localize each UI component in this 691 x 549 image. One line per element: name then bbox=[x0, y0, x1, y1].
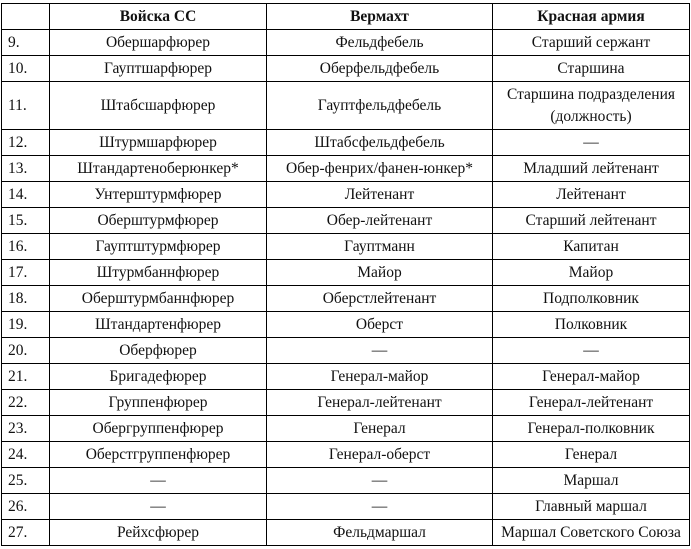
ss-rank: Оберштурмбаннфюрер bbox=[50, 286, 267, 312]
red-army-rank: — bbox=[493, 338, 690, 364]
red-army-rank: Старшина bbox=[493, 56, 690, 82]
table-row bbox=[2, 338, 690, 364]
table-row bbox=[2, 312, 690, 338]
rank-comparison-table bbox=[1, 3, 690, 546]
wehrmacht-rank: Штабсфельдфебель bbox=[267, 130, 493, 156]
rank-number: 21. bbox=[2, 364, 50, 390]
red-army-rank: Генерал-лейтенант bbox=[493, 390, 690, 416]
table-row bbox=[2, 234, 690, 260]
wehrmacht-rank: Генерал-майор bbox=[267, 364, 493, 390]
red-army-rank: Главный маршал bbox=[493, 494, 690, 520]
header-red-army: Красная армия bbox=[493, 4, 690, 30]
wehrmacht-rank: Гауптфельдфебель bbox=[267, 82, 493, 130]
wehrmacht-rank: Майор bbox=[267, 260, 493, 286]
ss-rank: Унтерштурмфюрер bbox=[50, 182, 267, 208]
rank-number: 10. bbox=[2, 56, 50, 82]
wehrmacht-rank: Генерал-оберст bbox=[267, 442, 493, 468]
wehrmacht-rank: Оберст bbox=[267, 312, 493, 338]
ss-rank: — bbox=[50, 494, 267, 520]
rank-number: 17. bbox=[2, 260, 50, 286]
wehrmacht-rank: — bbox=[267, 494, 493, 520]
ss-rank: — bbox=[50, 468, 267, 494]
ss-rank: Обергруппенфюрер bbox=[50, 416, 267, 442]
rank-number: 12. bbox=[2, 130, 50, 156]
table-row bbox=[2, 468, 690, 494]
rank-number: 25. bbox=[2, 468, 50, 494]
ss-rank: Штурмшарфюрер bbox=[50, 130, 267, 156]
rank-number: 19. bbox=[2, 312, 50, 338]
ss-rank: Гауптштурмфюрер bbox=[50, 234, 267, 260]
wehrmacht-rank: Оберфельдфебель bbox=[267, 56, 493, 82]
ss-rank: Гауптшарфюрер bbox=[50, 56, 267, 82]
rank-number: 23. bbox=[2, 416, 50, 442]
table-row bbox=[2, 286, 690, 312]
red-army-rank: Старший лейтенант bbox=[493, 208, 690, 234]
rank-number: 15. bbox=[2, 208, 50, 234]
table-row bbox=[2, 364, 690, 390]
rank-number: 27. bbox=[2, 520, 50, 546]
wehrmacht-rank: Обер-фенрих/фанен-юнкер* bbox=[267, 156, 493, 182]
rank-number: 13. bbox=[2, 156, 50, 182]
ss-rank: Оберштурмфюрер bbox=[50, 208, 267, 234]
ss-rank: Штурмбаннфюрер bbox=[50, 260, 267, 286]
table-header-row bbox=[2, 4, 690, 30]
wehrmacht-rank: — bbox=[267, 338, 493, 364]
rank-number: 18. bbox=[2, 286, 50, 312]
red-army-rank: Маршал Советского Союза bbox=[493, 520, 690, 546]
table-row bbox=[2, 156, 690, 182]
table-row bbox=[2, 390, 690, 416]
table-row bbox=[2, 182, 690, 208]
rank-number: 14. bbox=[2, 182, 50, 208]
wehrmacht-rank: Генерал bbox=[267, 416, 493, 442]
ss-rank: Штабсшарфюрер bbox=[50, 82, 267, 130]
wehrmacht-rank: Обер-лейтенант bbox=[267, 208, 493, 234]
table-row bbox=[2, 30, 690, 56]
red-army-rank: Генерал-майор bbox=[493, 364, 690, 390]
red-army-rank: Старшина подразделения (должность) bbox=[493, 82, 690, 130]
table-row bbox=[2, 82, 690, 130]
wehrmacht-rank: Гауптманн bbox=[267, 234, 493, 260]
wehrmacht-rank: Генерал-лейтенант bbox=[267, 390, 493, 416]
rank-number: 24. bbox=[2, 442, 50, 468]
wehrmacht-rank: Лейтенант bbox=[267, 182, 493, 208]
rank-number: 9. bbox=[2, 30, 50, 56]
ss-rank: Бригадефюрер bbox=[50, 364, 267, 390]
rank-number: 16. bbox=[2, 234, 50, 260]
table-row bbox=[2, 494, 690, 520]
red-army-rank: Подполковник bbox=[493, 286, 690, 312]
wehrmacht-rank: Оберстлейтенант bbox=[267, 286, 493, 312]
red-army-rank: Лейтенант bbox=[493, 182, 690, 208]
header-number bbox=[2, 4, 50, 30]
red-army-rank: — bbox=[493, 130, 690, 156]
rank-number: 11. bbox=[2, 82, 50, 130]
ss-rank: Оберстгруппенфюрер bbox=[50, 442, 267, 468]
red-army-rank: Маршал bbox=[493, 468, 690, 494]
wehrmacht-rank: Фельдфебель bbox=[267, 30, 493, 56]
red-army-rank: Старший сержант bbox=[493, 30, 690, 56]
red-army-rank: Генерал-полковник bbox=[493, 416, 690, 442]
red-army-rank: Генерал bbox=[493, 442, 690, 468]
table-row bbox=[2, 442, 690, 468]
table-row bbox=[2, 416, 690, 442]
ss-rank: Штандартеноберюнкер* bbox=[50, 156, 267, 182]
ss-rank: Обершарфюрер bbox=[50, 30, 267, 56]
header-ss: Войска СС bbox=[50, 4, 267, 30]
red-army-rank: Полковник bbox=[493, 312, 690, 338]
rank-number: 26. bbox=[2, 494, 50, 520]
ss-rank: Группенфюрер bbox=[50, 390, 267, 416]
ss-rank: Оберфюрер bbox=[50, 338, 267, 364]
header-wehrmacht: Вермахт bbox=[267, 4, 493, 30]
ss-rank: Рейхсфюрер bbox=[50, 520, 267, 546]
table-row bbox=[2, 56, 690, 82]
table-row bbox=[2, 130, 690, 156]
wehrmacht-rank: — bbox=[267, 468, 493, 494]
ss-rank: Штандартенфюрер bbox=[50, 312, 267, 338]
rank-number: 20. bbox=[2, 338, 50, 364]
table-row bbox=[2, 208, 690, 234]
wehrmacht-rank: Фельдмаршал bbox=[267, 520, 493, 546]
red-army-rank: Младший лейтенант bbox=[493, 156, 690, 182]
rank-number: 22. bbox=[2, 390, 50, 416]
red-army-rank: Майор bbox=[493, 260, 690, 286]
red-army-rank: Капитан bbox=[493, 234, 690, 260]
table-row bbox=[2, 260, 690, 286]
table-row bbox=[2, 520, 690, 546]
